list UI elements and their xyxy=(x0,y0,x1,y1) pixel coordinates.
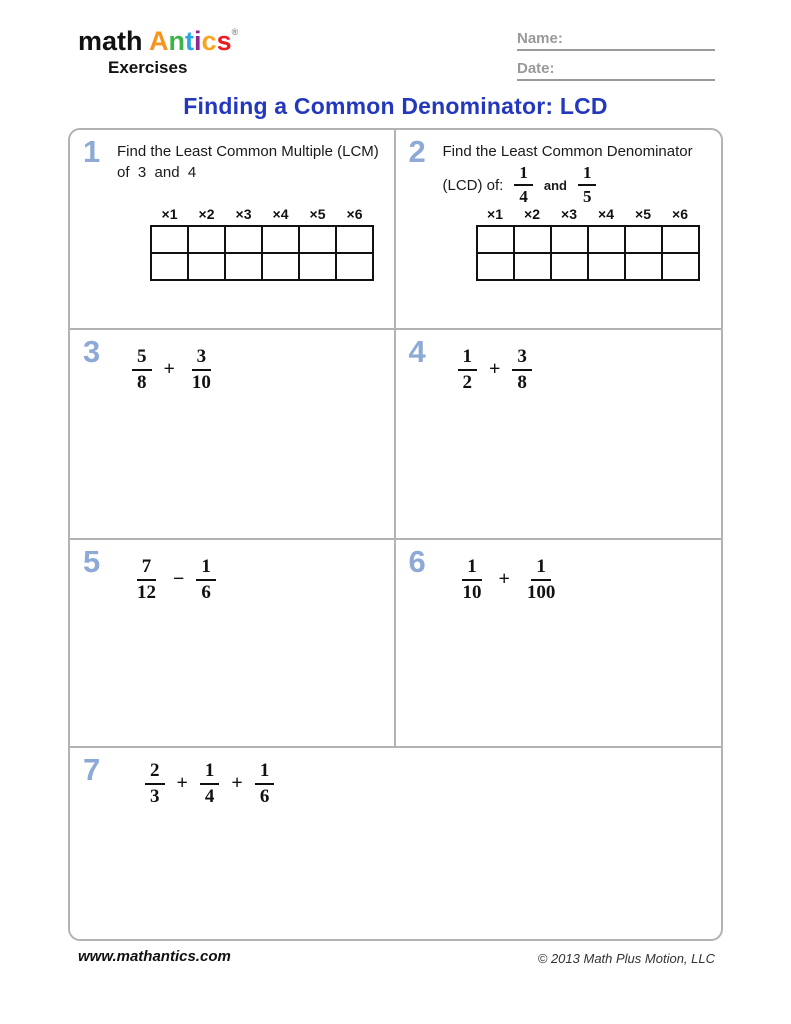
multiplier-label: ×5 xyxy=(309,206,326,222)
numerator: 1 xyxy=(255,760,275,785)
answer-cell xyxy=(188,253,225,280)
multiplier-label: ×6 xyxy=(346,206,363,222)
logo-wordmark xyxy=(78,28,238,55)
logo-letter: i xyxy=(194,26,202,56)
denominator: 10 xyxy=(462,581,482,603)
multiplier-label: ×1 xyxy=(487,206,503,222)
date-label: Date: xyxy=(517,60,555,77)
footer-website: www.mathantics.com xyxy=(78,948,231,965)
fraction xyxy=(514,163,533,206)
header-fields xyxy=(517,30,715,90)
fraction xyxy=(522,556,561,604)
answer-cell xyxy=(151,226,188,253)
answer-cell xyxy=(551,253,588,280)
multiplier-label: ×5 xyxy=(635,206,651,222)
denominator: 8 xyxy=(137,371,147,393)
multiplier-label: ×6 xyxy=(672,206,688,222)
answer-cell xyxy=(225,226,262,253)
problem-1 xyxy=(70,130,396,330)
fraction xyxy=(578,163,597,206)
numerator: 1 xyxy=(578,163,597,186)
problem-number: 1 xyxy=(83,134,101,169)
problem-number: 3 xyxy=(83,334,101,369)
worksheet-box xyxy=(68,128,723,941)
answer-cell xyxy=(336,253,373,280)
denominator: 100 xyxy=(526,581,556,603)
answer-cell xyxy=(588,253,625,280)
plus-operator: + xyxy=(231,772,243,795)
conjunction-and: and xyxy=(543,177,567,193)
numerator: 1 xyxy=(458,346,478,371)
denominator: 12 xyxy=(137,581,156,603)
fraction xyxy=(132,346,152,394)
numerator: 1 xyxy=(196,556,216,581)
denominator: 4 xyxy=(204,785,215,807)
fraction xyxy=(187,346,216,394)
fraction xyxy=(512,346,532,394)
answer-cell xyxy=(336,226,373,253)
multiples-row xyxy=(477,226,699,253)
numerator: 1 xyxy=(462,556,482,581)
answer-cell xyxy=(662,253,699,280)
answer-cell xyxy=(188,226,225,253)
fraction xyxy=(200,760,220,808)
plus-operator: + xyxy=(498,568,510,591)
multiplier-label: ×3 xyxy=(561,206,577,222)
problem-number: 5 xyxy=(83,544,101,579)
denominator: 2 xyxy=(462,371,472,393)
multiplier-label: ×3 xyxy=(235,206,252,222)
registered-mark: ® xyxy=(231,27,239,37)
numerator: 7 xyxy=(137,556,157,581)
fraction xyxy=(255,760,275,808)
answer-cell xyxy=(262,253,299,280)
numerator: 1 xyxy=(531,556,551,581)
prompt-line-1: Find the Least Common Multiple (LCM) xyxy=(117,143,379,160)
answer-cell xyxy=(662,226,699,253)
problem-5 xyxy=(70,540,396,748)
denominator: 5 xyxy=(582,187,592,206)
answer-cell xyxy=(625,253,662,280)
multiplier-label: ×1 xyxy=(161,206,178,222)
problem-number: 2 xyxy=(408,134,426,169)
problem-number: 6 xyxy=(408,544,426,579)
prompt-line-2: (LCD) of: xyxy=(442,176,504,194)
plus-operator: + xyxy=(489,358,501,381)
numerator: 2 xyxy=(145,760,165,785)
fraction-expression xyxy=(132,556,216,604)
answer-cell xyxy=(625,226,662,253)
problem-3 xyxy=(70,330,396,540)
answer-cell xyxy=(262,226,299,253)
answer-cell xyxy=(299,226,336,253)
multiples-header-row xyxy=(477,206,699,226)
denominator: 10 xyxy=(191,371,211,393)
answer-cell xyxy=(299,253,336,280)
problem-4 xyxy=(396,330,722,540)
multiples-table xyxy=(476,206,700,281)
lcd-fractions-line xyxy=(443,159,597,211)
multiples-table xyxy=(150,206,374,281)
prompt-line-1: Find the Least Common Denominator xyxy=(442,143,693,160)
math-antics-logo xyxy=(78,28,238,78)
answer-cell xyxy=(225,253,262,280)
fraction-expression xyxy=(458,556,561,604)
fraction xyxy=(458,556,487,604)
numerator: 3 xyxy=(512,346,532,371)
plus-operator: + xyxy=(163,358,175,381)
multiplier-label: ×4 xyxy=(272,206,289,222)
denominator: 3 xyxy=(150,785,160,807)
logo-letter: t xyxy=(185,26,195,56)
numerator: 1 xyxy=(514,163,533,186)
logo-word-math: math xyxy=(78,26,150,56)
answer-cell xyxy=(514,253,551,280)
multiplier-label: ×2 xyxy=(198,206,215,222)
page-title: Finding a Common Denominator: LCD xyxy=(183,93,608,119)
name-label: Name: xyxy=(517,30,563,47)
denominator: 4 xyxy=(519,187,528,206)
minus-operator: − xyxy=(173,568,185,591)
logo-letter: c xyxy=(201,26,217,56)
fraction xyxy=(196,556,216,604)
answer-cell xyxy=(551,226,588,253)
fraction xyxy=(132,556,161,604)
date-field xyxy=(517,60,715,81)
fraction-expression xyxy=(458,346,532,394)
logo-subtitle: Exercises xyxy=(108,58,188,77)
answer-cell xyxy=(151,253,188,280)
answer-cell xyxy=(477,226,514,253)
fraction-expression xyxy=(145,760,274,808)
problem-7 xyxy=(70,748,721,939)
multiples-row xyxy=(151,226,373,253)
fraction xyxy=(145,760,165,808)
problem-number: 7 xyxy=(83,752,101,787)
denominator: 6 xyxy=(201,581,211,603)
problem-number: 4 xyxy=(408,334,426,369)
logo-letter: n xyxy=(168,26,186,56)
footer-copyright: © 2013 Math Plus Motion, LLC xyxy=(537,951,715,966)
numerator: 5 xyxy=(132,346,152,371)
fraction-expression xyxy=(132,346,216,394)
multiples-row xyxy=(477,253,699,280)
fraction xyxy=(458,346,478,394)
logo-letter: s xyxy=(216,26,232,56)
answer-cell xyxy=(514,226,551,253)
numerator: 1 xyxy=(200,760,220,785)
multiplier-label: ×2 xyxy=(524,206,540,222)
denominator: 8 xyxy=(517,371,527,393)
multiples-row xyxy=(151,253,373,280)
multiples-header-row xyxy=(151,206,373,226)
logo-letter: A xyxy=(149,26,169,56)
numerator: 3 xyxy=(192,346,212,371)
multiplier-label: ×4 xyxy=(598,206,614,222)
problem-prompt xyxy=(117,141,379,183)
denominator: 6 xyxy=(259,785,270,807)
prompt-line-2: of 3 and 4 xyxy=(117,164,197,181)
problem-6 xyxy=(396,540,722,748)
answer-cell xyxy=(588,226,625,253)
problems-grid xyxy=(70,130,721,939)
problem-2 xyxy=(396,130,722,330)
answer-cell xyxy=(477,253,514,280)
plus-operator: + xyxy=(176,772,188,795)
name-field xyxy=(517,30,715,51)
